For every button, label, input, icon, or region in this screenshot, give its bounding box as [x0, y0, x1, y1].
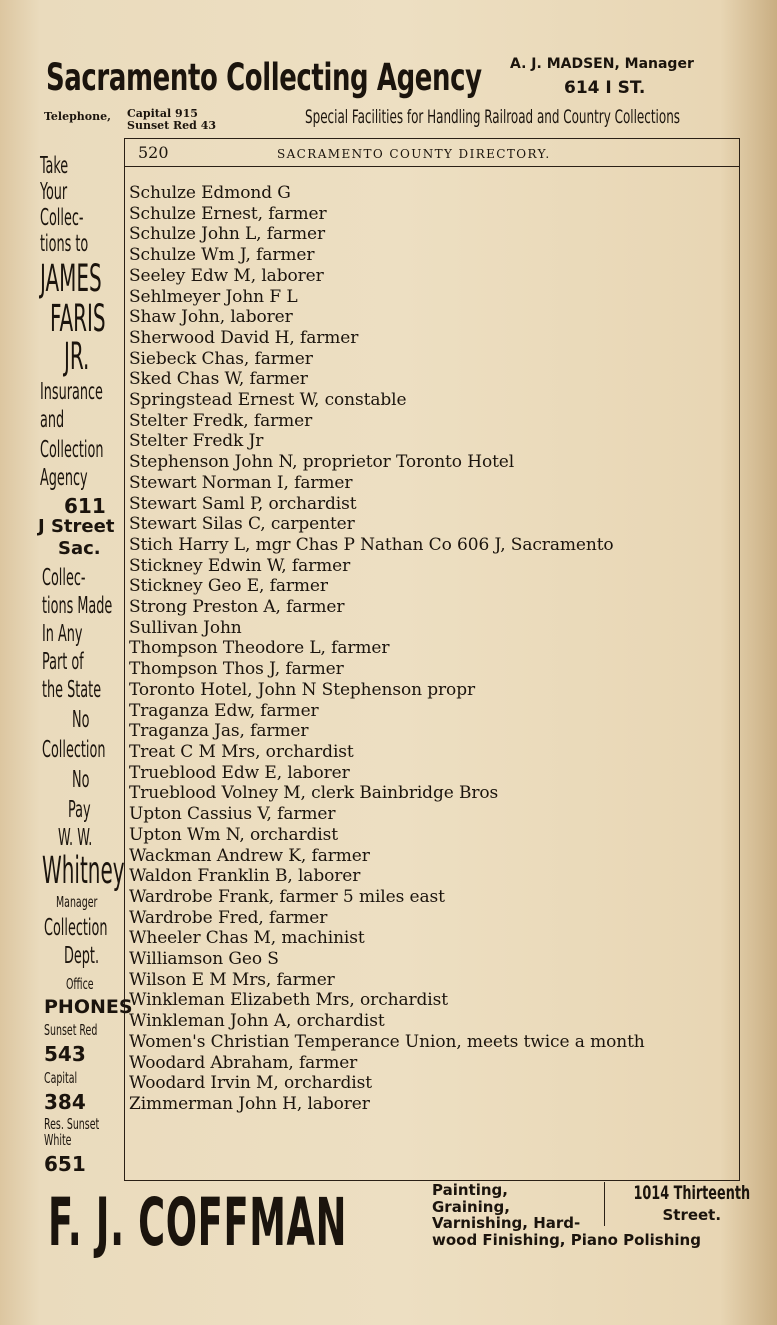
- telephone-numbers: [127, 108, 216, 132]
- sidebar-james: JAMES: [40, 257, 102, 300]
- sidebar-your: Your: [40, 179, 68, 205]
- sidebar-jr: JR.: [64, 335, 90, 378]
- sidebar-in-any: In Any: [42, 621, 83, 647]
- directory-entry: Wackman Andrew K, farmer: [129, 845, 370, 866]
- directory-entry: Stelter Fredk Jr: [129, 431, 264, 452]
- service-line: Graining,: [432, 1197, 510, 1216]
- coffman-address-number: 1014 Thirteenth: [633, 1182, 751, 1204]
- agency-manager: A. J. MADSEN, Manager: [510, 56, 694, 72]
- directory-entry: Wilson E M Mrs, farmer: [129, 969, 335, 990]
- directory-entry: Schulze Ernest, farmer: [129, 203, 327, 224]
- telephone-capital: Capital 915: [127, 107, 198, 120]
- sidebar-phone-651: 651: [44, 1152, 86, 1176]
- sidebar-sac: Sac.: [58, 538, 101, 559]
- directory-entry: Sullivan John: [129, 617, 242, 638]
- agency-address: 614 I ST.: [564, 78, 646, 98]
- sidebar-collection-2: Collection: [42, 737, 106, 763]
- directory-entry: Thompson Thos J, farmer: [129, 659, 344, 680]
- ad-divider: [604, 1182, 605, 1226]
- directory-entry: Stewart Silas C, carpenter: [129, 514, 355, 535]
- directory-entry: Wheeler Chas M, machinist: [129, 928, 365, 949]
- directory-entry: Stephenson John N, proprietor Toronto Hotel: [129, 452, 515, 473]
- directory-entry: Springstead Ernest W, constable: [129, 390, 407, 411]
- sidebar-phone-543: 543: [44, 1042, 86, 1066]
- sidebar-no-1: No: [72, 707, 90, 733]
- directory-entry: Siebeck Chas, farmer: [129, 348, 313, 369]
- sidebar-dept: Dept.: [64, 943, 100, 969]
- sidebar-phones: PHONES: [44, 996, 133, 1018]
- bottom-advertisement: [44, 1180, 751, 1270]
- sidebar-number: 611: [64, 494, 106, 518]
- directory-entry: Schulze Edmond G: [129, 183, 291, 203]
- directory-entry: Schulze Wm J, farmer: [129, 245, 315, 266]
- sidebar-street: J Street: [38, 516, 115, 537]
- sidebar-tions-made: tions Made: [42, 593, 113, 619]
- directory-frame: [124, 138, 740, 1181]
- coffman-name: F. J. COFFMAN: [48, 1184, 348, 1261]
- page-number: 520: [138, 143, 169, 162]
- coffman-address: [614, 1182, 770, 1226]
- directory-entry: Stickney Geo E, farmer: [129, 576, 328, 597]
- directory-entry: Wardrobe Frank, farmer 5 miles east: [129, 886, 445, 907]
- directory-entry: Woodard Irvin M, orchardist: [129, 1073, 372, 1094]
- directory-entry: Winkleman Elizabeth Mrs, orchardist: [129, 990, 449, 1011]
- directory-entry: Sherwood David H, farmer: [129, 327, 359, 348]
- directory-entry: Stewart Norman I, farmer: [129, 472, 353, 493]
- directory-entry: Upton Wm N, orchardist: [129, 824, 338, 845]
- sidebar-res-sunset: Res. Sunset: [44, 1115, 100, 1133]
- directory-entry: Upton Cassius V, farmer: [129, 804, 336, 825]
- sidebar-collection-3: Collection: [44, 915, 108, 941]
- service-line: Varnishing, Hard-: [432, 1214, 581, 1232]
- service-line: Painting,: [432, 1181, 508, 1199]
- directory-entry: Zimmerman John H, laborer: [129, 1093, 370, 1114]
- sidebar-manager: Manager: [56, 893, 98, 911]
- directory-entry: Stickney Edwin W, farmer: [129, 555, 351, 576]
- sidebar-ww: W. W.: [58, 825, 93, 851]
- sidebar-capital: Capital: [44, 1069, 78, 1087]
- sidebar-collection: Collection: [40, 437, 104, 463]
- directory-entry: Sehlmeyer John F L: [129, 286, 298, 307]
- directory-entry: Traganza Jas, farmer: [129, 721, 309, 742]
- sidebar-collec: Collec-: [40, 205, 84, 231]
- sidebar-office: Office: [66, 975, 94, 993]
- directory-entry: Strong Preston A, farmer: [129, 597, 345, 618]
- service-line: wood Finishing, Piano Polishing: [432, 1230, 701, 1249]
- sidebar-no-2: No: [72, 767, 90, 793]
- sidebar-collec-2: Collec-: [42, 565, 86, 591]
- sidebar-phone-384: 384: [44, 1090, 86, 1114]
- telephone-label: Telephone,: [44, 110, 111, 123]
- directory-entry: Waldon Franklin B, laborer: [129, 866, 361, 887]
- sidebar-whitney: Whitney: [42, 849, 125, 892]
- sidebar-part-of: Part of: [42, 649, 84, 675]
- directory-entry: Women's Christian Temperance Union, meets twice a month: [129, 1031, 645, 1052]
- sidebar-insurance: Insurance: [40, 379, 103, 405]
- directory-entry: Wardrobe Fred, farmer: [129, 907, 328, 928]
- sidebar-tions-to: tions to: [40, 231, 89, 257]
- directory-entry: Seeley Edw M, laborer: [129, 265, 324, 286]
- directory-entry: Winkleman John A, orchardist: [129, 1011, 385, 1032]
- directory-entry: Thompson Theodore L, farmer: [129, 638, 390, 659]
- running-head: SACRAMENTO COUNTY DIRECTORY.: [277, 147, 551, 161]
- directory-entry: Stelter Fredk, farmer: [129, 410, 313, 431]
- page-header: [125, 139, 739, 167]
- directory-entry: Stewart Saml P, orchardist: [129, 493, 357, 514]
- sidebar-pay: Pay: [68, 797, 91, 823]
- sidebar-sunset-red: Sunset Red: [44, 1021, 98, 1039]
- directory-entry: Stich Harry L, mgr Chas P Nathan Co 606 J, Sacramento: [129, 534, 614, 555]
- sidebar-and: and: [40, 407, 65, 433]
- directory-entry: Treat C M Mrs, orchardist: [129, 741, 354, 762]
- coffman-address-street: Street.: [662, 1206, 722, 1224]
- agency-name: Sacramento Collecting Agency: [46, 56, 482, 99]
- top-advertisement: [40, 48, 740, 138]
- sidebar-agency: Agency: [40, 465, 88, 491]
- telephone-sunset: Sunset Red 43: [127, 119, 217, 132]
- directory-entry: Sked Chas W, farmer: [129, 369, 308, 390]
- directory-entry: Williamson Geo S: [129, 949, 279, 970]
- directory-entry: Schulze John L, farmer: [129, 224, 326, 245]
- directory-entry: Toronto Hotel, John N Stephenson propr: [129, 679, 476, 700]
- sidebar-faris: FARIS: [50, 297, 106, 340]
- sidebar-the-state: the State: [42, 677, 102, 703]
- directory-entry: Woodard Abraham, farmer: [129, 1052, 358, 1073]
- directory-entry: Shaw John, laborer: [129, 307, 293, 328]
- directory-entry: Traganza Edw, farmer: [129, 700, 319, 721]
- sidebar-take: Take: [40, 153, 69, 179]
- sidebar-white: White: [44, 1131, 72, 1149]
- directory-entry: Trueblood Edw E, laborer: [129, 762, 350, 783]
- sidebar-advertisement: [38, 150, 133, 1180]
- agency-tagline: Special Facilities for Handling Railroad and Country Collections: [305, 106, 681, 128]
- directory-entries: [129, 183, 729, 1115]
- directory-entry: Trueblood Volney M, clerk Bainbridge Bros: [129, 783, 499, 804]
